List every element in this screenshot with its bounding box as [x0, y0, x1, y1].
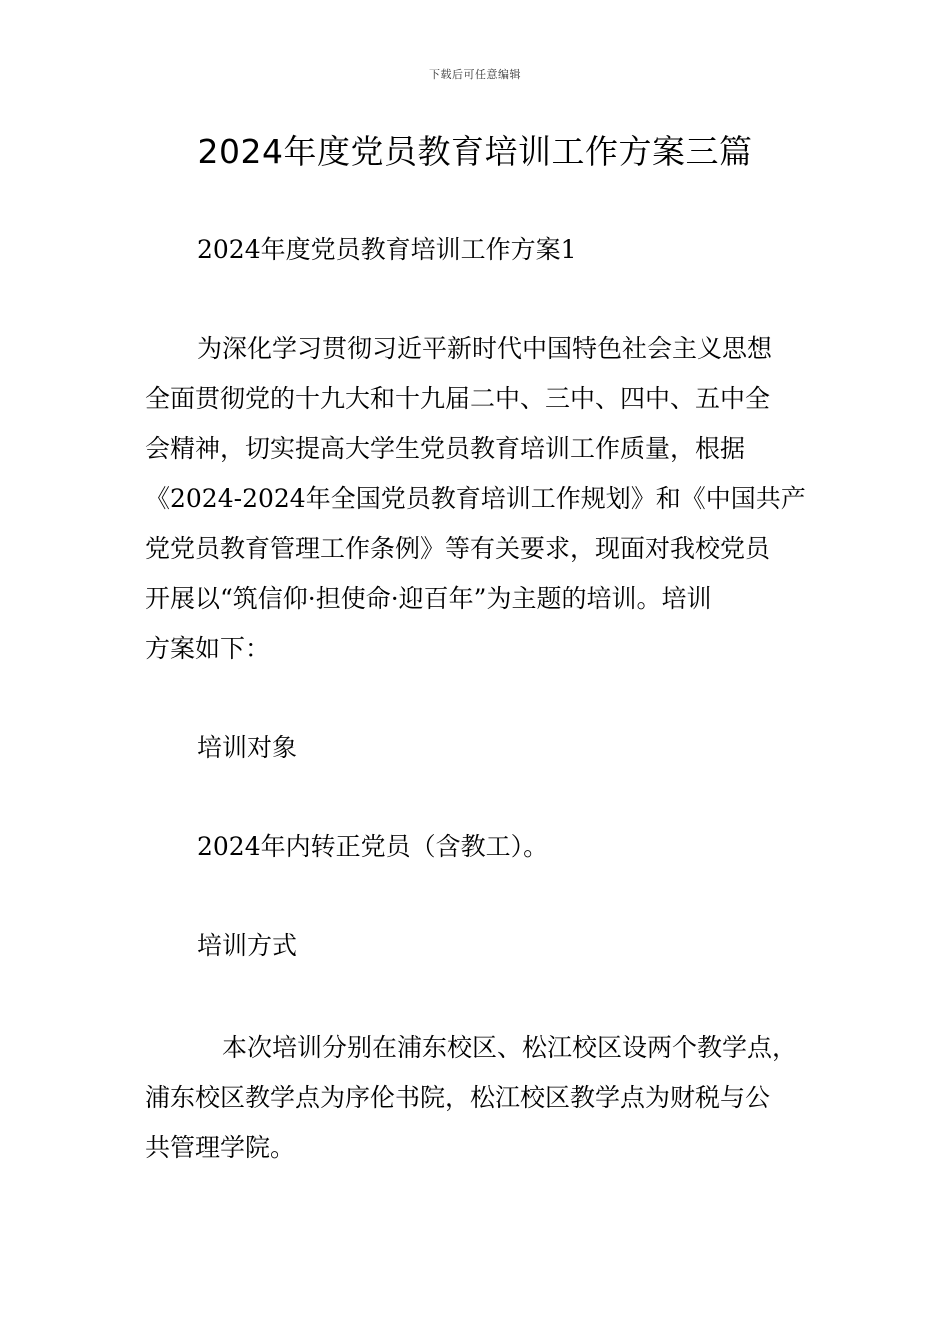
section-heading-targets: 培训对象	[197, 733, 298, 762]
intro-line: 为深化学习贯彻习近平新时代中国特色社会主义思想	[197, 334, 773, 363]
intro-line: 开展以“筑信仰·担使命·迎百年”为主题的培训。培训	[145, 584, 712, 613]
intro-line: 党党员教育管理工作条例》等有关要求，现面对我校党员	[145, 534, 771, 563]
method-line: 共管理学院。	[145, 1133, 296, 1162]
document-title: 2024年度党员教育培训工作方案三篇	[197, 132, 753, 171]
method-line: 浦东校区教学点为序伦书院，松江校区教学点为财税与公	[145, 1083, 771, 1112]
intro-line: 全面贯彻党的十九大和十九届二中、三中、四中、五中全	[145, 384, 771, 413]
intro-line: 《2024-2024年全国党员教育培训工作规划》和《中国共产	[145, 484, 806, 513]
intro-line: 会精神，切实提高大学生党员教育培训工作质量，根据	[145, 434, 746, 463]
header-note: 下载后可任意编辑	[429, 68, 521, 81]
section-body-targets: 2024年内转正党员（含教工）。	[197, 832, 549, 861]
section-heading-method: 培训方式	[197, 931, 298, 960]
subtitle: 2024年度党员教育培训工作方案1	[197, 235, 577, 264]
intro-line: 方案如下：	[145, 634, 271, 663]
method-line: 本次培训分别在浦东校区、松江校区设两个教学点，	[222, 1033, 798, 1062]
